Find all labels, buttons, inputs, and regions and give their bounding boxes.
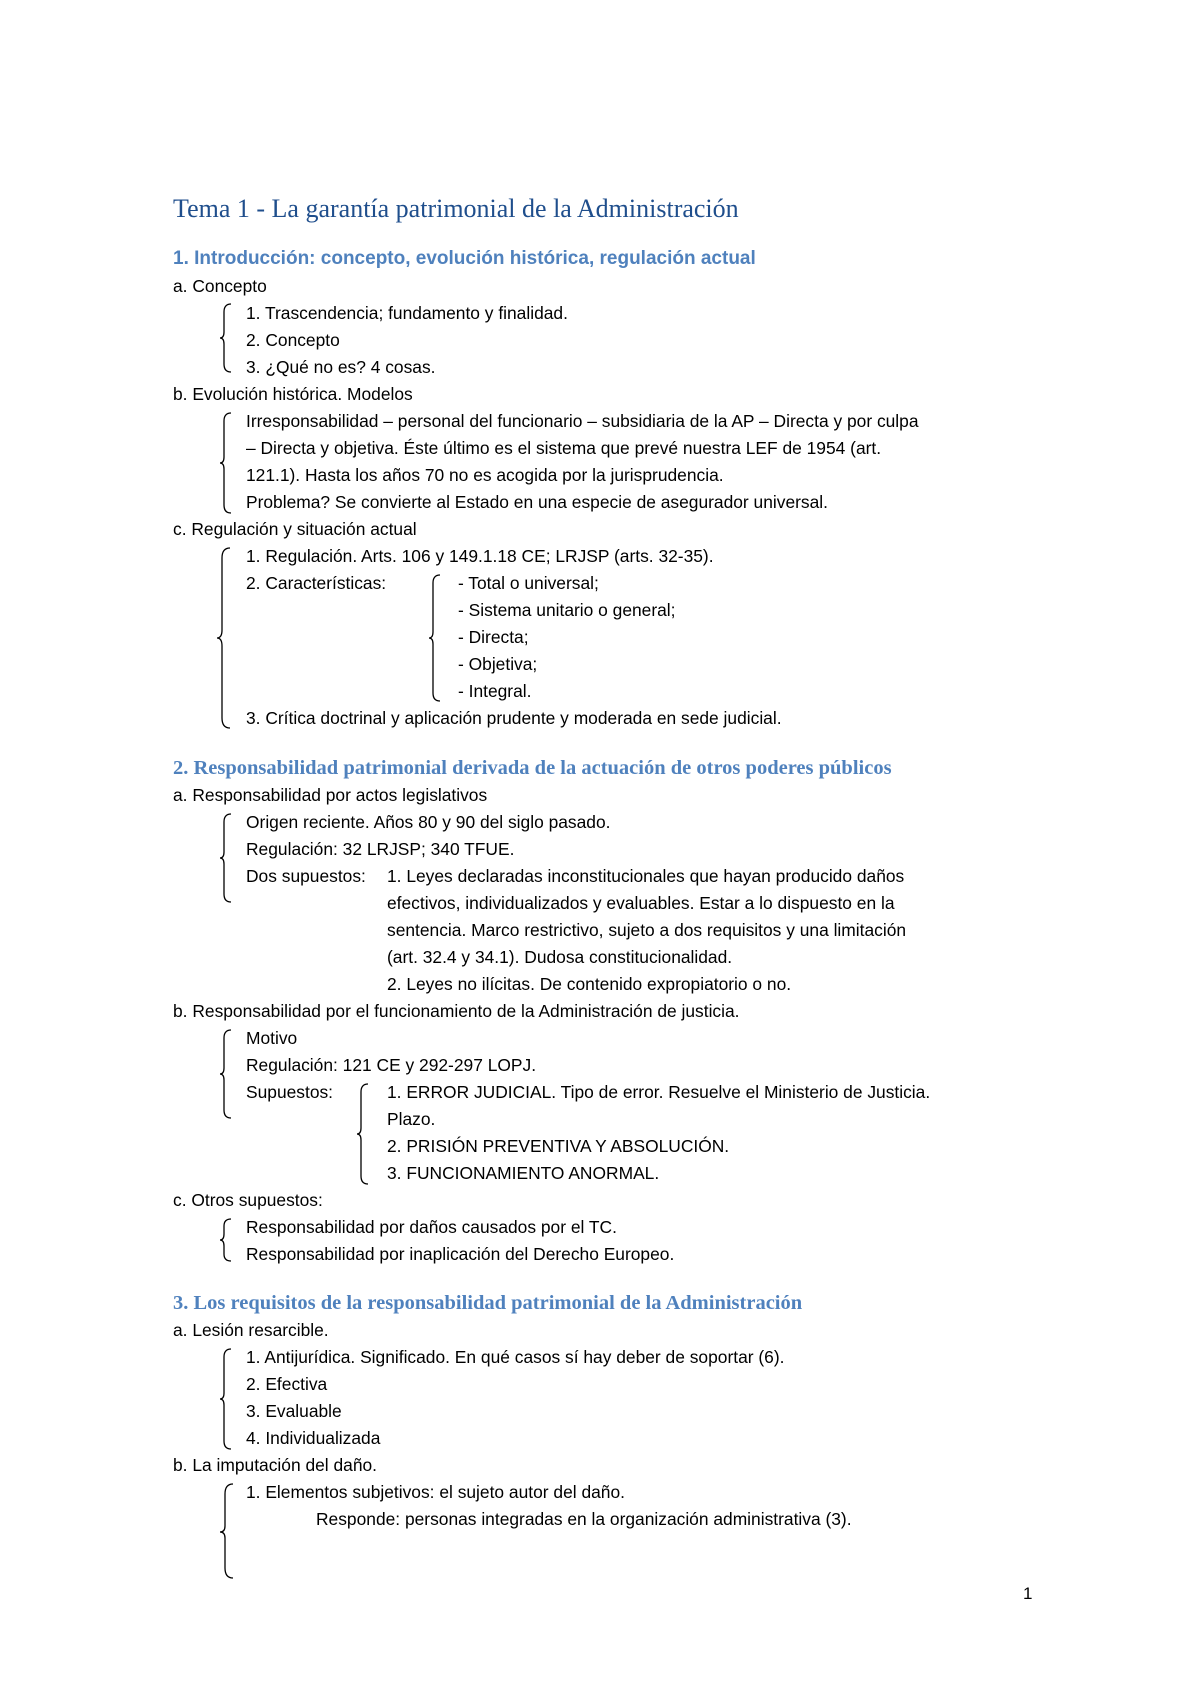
s2-b-cases-label: Supuestos: — [246, 1082, 334, 1102]
page-title: Tema 1 - La garantía patrimonial de la Administración — [173, 194, 739, 223]
s2-c-label: c. Otros supuestos: — [173, 1190, 323, 1210]
s2-a-case1-line: efectivos, individualizados y evaluables. Estar a lo dispuesto en la — [387, 893, 895, 913]
s2-a-regulation: Regulación: 32 LRJSP; 340 TFUE. — [246, 839, 515, 859]
s1-c-item: 2. Características: — [246, 573, 387, 593]
s2-b-case: 2. PRISIÓN PREVENTIVA Y ABSOLUCIÓN. — [387, 1136, 730, 1156]
s3-a-item: 4. Individualizada — [246, 1428, 381, 1448]
s2-b-motive: Motivo — [246, 1028, 298, 1048]
brace-s1-a — [219, 302, 235, 374]
s1-c-characteristic: - Sistema unitario o general; — [458, 600, 676, 620]
s1-a-item: 3. ¿Qué no es? 4 cosas. — [246, 357, 436, 377]
s3-b-label: b. La imputación del daño. — [173, 1455, 378, 1475]
s2-b-label: b. Responsabilidad por el funcionamiento de la Administración de justicia. — [173, 1001, 740, 1021]
s1-b-line: 121.1). Hasta los años 70 no es acogida por la jurisprudencia. — [246, 465, 724, 485]
s3-a-item: 2. Efectiva — [246, 1374, 328, 1394]
s1-c-characteristic: - Integral. — [458, 681, 532, 701]
s2-a-case1-line: sentencia. Marco restrictivo, sujeto a dos requisitos y una limitación — [387, 920, 907, 940]
s1-b-line: Problema? Se convierte al Estado en una especie de asegurador universal. — [246, 492, 828, 512]
s2-a-origin: Origen reciente. Años 80 y 90 del siglo pasado. — [246, 812, 611, 832]
s2-a-case2: 2. Leyes no ilícitas. De contenido expropiatorio o no. — [387, 974, 792, 994]
s1-c-label: c. Regulación y situación actual — [173, 519, 417, 539]
s1-b-line: – Directa y objetiva. Éste último es el sistema que prevé nuestra LEF de 1954 (art. — [246, 438, 882, 458]
s1-b-line: Irresponsabilidad – personal del funcionario – subsidiaria de la AP – Directa y por culpa — [246, 411, 919, 431]
s2-b-case: 1. ERROR JUDICIAL. Tipo de error. Resuelve el Ministerio de Justicia. — [387, 1082, 931, 1102]
s2-c-item: Responsabilidad por daños causados por el TC. — [246, 1217, 617, 1237]
s2-b-case: Plazo. — [387, 1109, 436, 1129]
brace-s2-a — [219, 812, 235, 904]
page-number: 1 — [1023, 1584, 1033, 1603]
brace-s3-a — [219, 1347, 235, 1451]
s1-c-characteristic: - Directa; — [458, 627, 529, 647]
brace-s2-b — [219, 1028, 235, 1120]
s3-a-item: 1. Antijurídica. Significado. En qué casos sí hay deber de soportar (6). — [246, 1347, 785, 1367]
brace-s2-c — [219, 1217, 235, 1263]
s3-a-label: a. Lesión resarcible. — [173, 1320, 329, 1340]
s1-c-characteristic: - Total o universal; — [458, 573, 599, 593]
section-3-heading: 3. Los requisitos de la responsabilidad patrimonial de la Administración — [173, 1292, 803, 1314]
s1-c-item: 3. Crítica doctrinal y aplicación prudente y moderada en sede judicial. — [246, 708, 782, 728]
s1-c-item: 1. Regulación. Arts. 106 y 149.1.18 CE; LRJSP (arts. 32-35). — [246, 546, 714, 566]
s2-a-case1-line: (art. 32.4 y 34.1). Dudosa constitucionalidad. — [387, 947, 733, 967]
brace-s2-b-cases — [356, 1082, 372, 1186]
s1-a-item: 2. Concepto — [246, 330, 340, 350]
s2-a-case1-line: 1. Leyes declaradas inconstitucionales que hayan producido daños — [387, 866, 905, 886]
section-1-heading: 1. Introducción: concepto, evolución histórica, regulación actual — [173, 248, 756, 269]
s3-b-responde: Responde: personas integradas en la organización administrativa (3). — [316, 1509, 852, 1529]
brace-s1-c — [216, 546, 234, 730]
s2-c-item: Responsabilidad por inaplicación del Derecho Europeo. — [246, 1244, 675, 1264]
s2-b-case: 3. FUNCIONAMIENTO ANORMAL. — [387, 1163, 660, 1183]
brace-s3-b — [219, 1482, 237, 1582]
s3-b-item: 1. Elementos subjetivos: el sujeto autor del daño. — [246, 1482, 625, 1502]
s3-a-item: 3. Evaluable — [246, 1401, 342, 1421]
s1-c-characteristic: - Objetiva; — [458, 654, 538, 674]
s2-a-label: a. Responsabilidad por actos legislativos — [173, 785, 488, 805]
brace-s1-c-characteristics — [428, 573, 444, 703]
s1-a-label: a. Concepto — [173, 276, 267, 296]
s2-b-regulation: Regulación: 121 CE y 292-297 LOPJ. — [246, 1055, 537, 1075]
s1-b-label: b. Evolución histórica. Modelos — [173, 384, 413, 404]
s2-a-cases-label: Dos supuestos: — [246, 866, 366, 886]
section-2-heading: 2. Responsabilidad patrimonial derivada de la actuación de otros poderes públicos — [173, 757, 892, 779]
brace-s1-b — [219, 411, 235, 515]
s1-a-item: 1. Trascendencia; fundamento y finalidad. — [246, 303, 568, 323]
